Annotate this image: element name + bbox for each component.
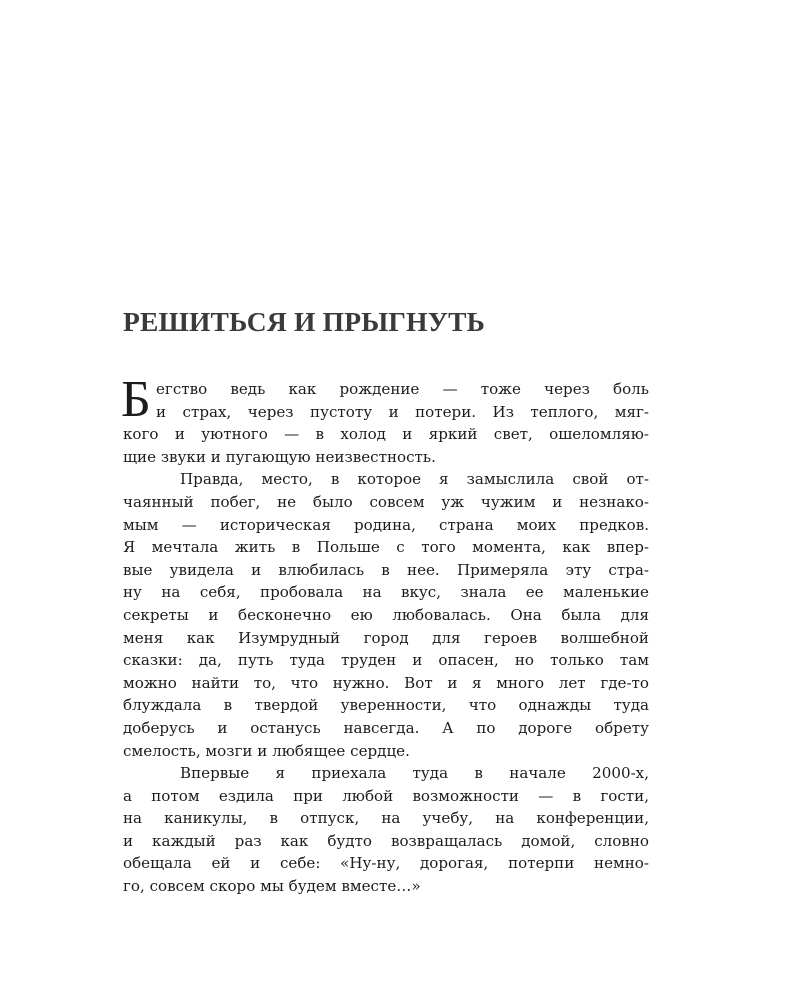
- text-line: Правда, место, в которое я замыслила свой от-: [180, 470, 649, 489]
- chapter-title: РЕШИТЬСЯ И ПРЫГНУТЬ: [123, 306, 486, 337]
- text-line: кого и уютного — в холод и яркий свет, ошеломляю-: [123, 425, 649, 444]
- text-line: сказки: да, путь туда труден и опасен, но только там: [123, 651, 649, 670]
- text-line: меня как Изумрудный город для героев волшебной: [123, 628, 649, 647]
- paragraph-2: [123, 468, 649, 762]
- text-line: секреты и бесконечно ею любовалась. Она была для: [123, 605, 649, 624]
- text-line: а потом ездила при любой возможности — в гости,: [123, 786, 649, 805]
- text-line: Я мечтала жить в Польше с того момента, как впер-: [123, 538, 649, 557]
- text-line: смелость, мозги и любящее сердце.: [123, 741, 410, 760]
- text-line: и страх, через пустоту и потери. Из теплого, мяг-: [156, 402, 649, 421]
- text-line: блуждала в твердой уверенности, что однажды туда: [123, 696, 649, 715]
- paragraph-1: [121, 371, 649, 468]
- text-line: го, совсем скоро мы будем вместе…»: [123, 877, 421, 896]
- text-line: егство ведь как рождение — тоже через боль: [156, 380, 649, 398]
- text-line: доберусь и останусь навсегда. А по дороге обрету: [123, 718, 649, 737]
- text-line: можно найти то, что нужно. Вот и я много лет где-то: [123, 673, 649, 692]
- text-line: обещала ей и себе: «Ну-ну, дорогая, потерпи немно-: [123, 854, 649, 873]
- text-line: вые увидела и влюбилась в нее. Примеряла эту стра-: [123, 560, 649, 579]
- text-line: ну на себя, пробовала на вкус, знала ее маленькие: [123, 583, 649, 602]
- text-line: мым — историческая родина, страна моих предков.: [123, 515, 649, 534]
- text-line: чаянный побег, не было совсем уж чужим и незнако-: [123, 492, 649, 511]
- text-line: на каникулы, в отпуск, на учебу, на конференции,: [123, 809, 649, 828]
- text-line: и каждый раз как будто возвращалась домой, словно: [123, 831, 649, 850]
- chapter-body: [121, 371, 649, 898]
- text-line: щие звуки и пугающую неизвестность.: [123, 447, 436, 466]
- text-line: Впервые я приехала туда в начале 2000-х,: [180, 764, 649, 783]
- drop-cap: Б: [121, 371, 151, 428]
- paragraph-3: [123, 762, 649, 898]
